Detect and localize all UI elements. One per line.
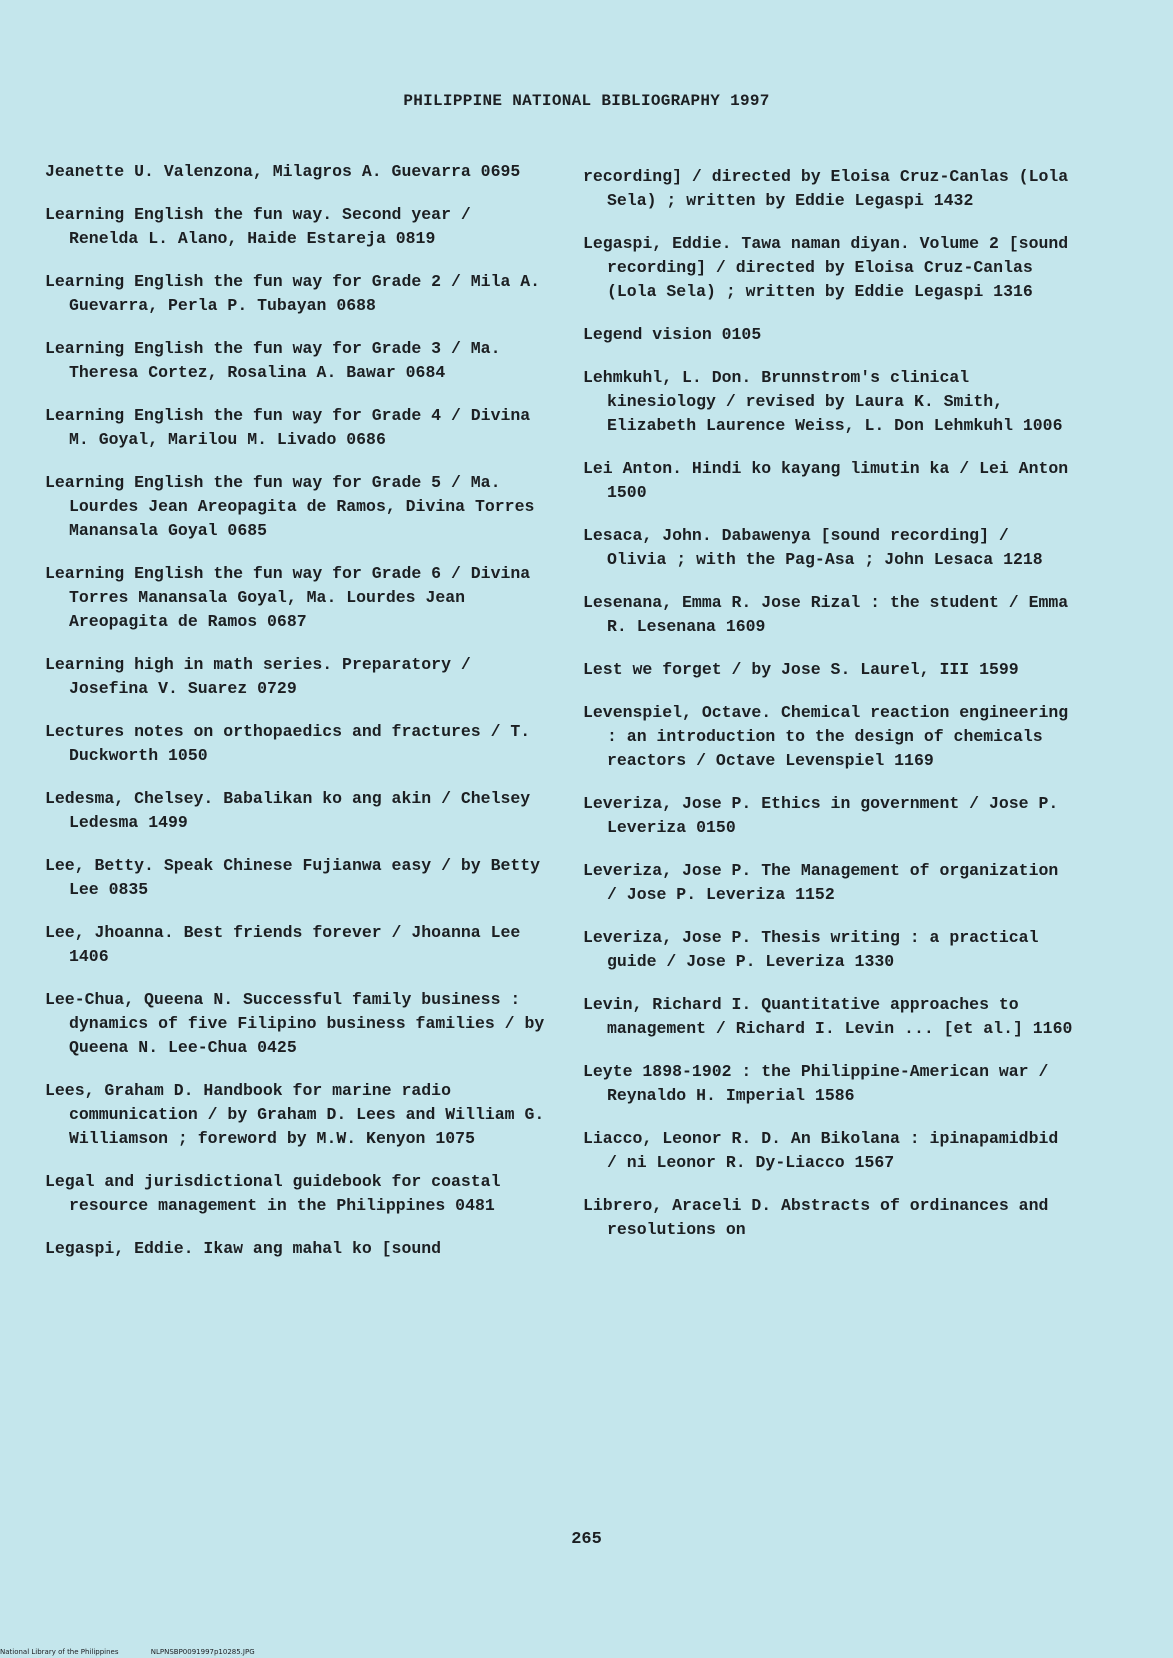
bibliography-entry: Learning English the fun way for Grade 3 / Ma. Theresa Cortez, Rosalina A. Bawar 0684	[45, 339, 501, 382]
bibliography-entry: Lehmkuhl, L. Don. Brunnstrom's clinical kinesiology / revised by Laura K. Smith, Elizabeth Laurence Weiss, L. Don Lehmkuhl 1006	[583, 368, 1063, 435]
left-column	[45, 160, 545, 1280]
bibliography-entry: Learning English the fun way for Grade 6 / Divina Torres Manansala Goyal, Ma. Lourdes Jean Areopagita de Ramos 0687	[45, 564, 531, 631]
bibliography-entry: Legal and jurisdictional guidebook for coastal resource management in the Philippines 0481	[45, 1172, 501, 1215]
bibliography-entry: Legaspi, Eddie. Ikaw ang mahal ko [sound	[45, 1239, 442, 1258]
bibliography-entry: Lees, Graham D. Handbook for marine radio communication / by Graham D. Lees and William G. Williamson ; foreword by M.W. Kenyon 1075	[45, 1081, 545, 1148]
bibliography-entry: Lee, Jhoanna. Best friends forever / Jhoanna Lee 1406	[45, 923, 521, 966]
bibliography-entry: Leveriza, Jose P. The Management of organization / Jose P. Leveriza 1152	[583, 861, 1059, 904]
bibliography-entry: Levin, Richard I. Quantitative approaches to management / Richard I. Levin ... [et al.] 1160	[583, 995, 1073, 1038]
bibliography-entry: Lee-Chua, Queena N. Successful family business : dynamics of five Filipino business families / by Queena N. Lee-Chua 0425	[45, 990, 545, 1057]
bibliography-entry: Levenspiel, Octave. Chemical reaction engineering : an introduction to the design of chemicals reactors / Octave Levenspiel 1169	[583, 703, 1069, 770]
right-column	[583, 165, 1073, 1261]
file-id: NLPNSBP0091997p10285.JPG	[150, 1648, 255, 1656]
bibliography-entry: Lesaca, John. Dabawenya [sound recording] / Olivia ; with the Pag-Asa ; John Lesaca 1218	[583, 526, 1043, 569]
bibliography-entry: recording] / directed by Eloisa Cruz-Canlas (Lola Sela) ; written by Eddie Legaspi 1432	[583, 167, 1069, 210]
page-number: 265	[571, 1530, 602, 1549]
bibliography-entry: Learning English the fun way for Grade 4 / Divina M. Goyal, Marilou M. Livado 0686	[45, 406, 531, 449]
bibliography-entry: Jeanette U. Valenzona, Milagros A. Guevarra 0695	[45, 162, 521, 181]
bibliography-entry: Legaspi, Eddie. Tawa naman diyan. Volume 2 [sound recording] / directed by Eloisa Cruz-Canlas (Lola Sela) ; written by Eddie Legaspi 1316	[583, 234, 1069, 301]
scan-footer	[0, 1648, 255, 1656]
bibliography-entry: Lectures notes on orthopaedics and fractures / T. Duckworth 1050	[45, 722, 531, 765]
bibliography-entry: Learning English the fun way for Grade 2 / Mila A. Guevarra, Perla P. Tubayan 0688	[45, 272, 541, 315]
bibliography-entry: Lee, Betty. Speak Chinese Fujianwa easy / by Betty Lee 0835	[45, 856, 541, 899]
bibliography-entry: Librero, Araceli D. Abstracts of ordinances and resolutions on	[583, 1196, 1049, 1239]
bibliography-entry: Learning high in math series. Preparatory / Josefina V. Suarez 0729	[45, 655, 471, 698]
library-credit: National Library of the Philippines	[0, 1648, 119, 1656]
bibliography-entry: Legend vision 0105	[583, 325, 762, 344]
page-title: PHILIPPINE NATIONAL BIBLIOGRAPHY 1997	[403, 92, 770, 110]
bibliography-entry: Ledesma, Chelsey. Babalikan ko ang akin / Chelsey Ledesma 1499	[45, 789, 531, 832]
bibliography-entry: Leyte 1898-1902 : the Philippine-American war / Reynaldo H. Imperial 1586	[583, 1062, 1049, 1105]
bibliography-entry: Learning English the fun way. Second year / Renelda L. Alano, Haide Estareja 0819	[45, 205, 471, 248]
bibliography-entry: Learning English the fun way for Grade 5 / Ma. Lourdes Jean Areopagita de Ramos, Divina Torres Manansala Goyal 0685	[45, 473, 535, 540]
bibliography-entry: Lesenana, Emma R. Jose Rizal : the student / Emma R. Lesenana 1609	[583, 593, 1069, 636]
bibliography-entry: Leveriza, Jose P. Thesis writing : a practical guide / Jose P. Leveriza 1330	[583, 928, 1039, 971]
bibliography-entry: Lei Anton. Hindi ko kayang limutin ka / Lei Anton 1500	[583, 459, 1069, 502]
bibliography-entry: Leveriza, Jose P. Ethics in government / Jose P. Leveriza 0150	[583, 794, 1059, 837]
bibliography-entry: Lest we forget / by Jose S. Laurel, III 1599	[583, 660, 1019, 679]
bibliography-entry: Liacco, Leonor R. D. An Bikolana : ipinapamidbid / ni Leonor R. Dy-Liacco 1567	[583, 1129, 1059, 1172]
